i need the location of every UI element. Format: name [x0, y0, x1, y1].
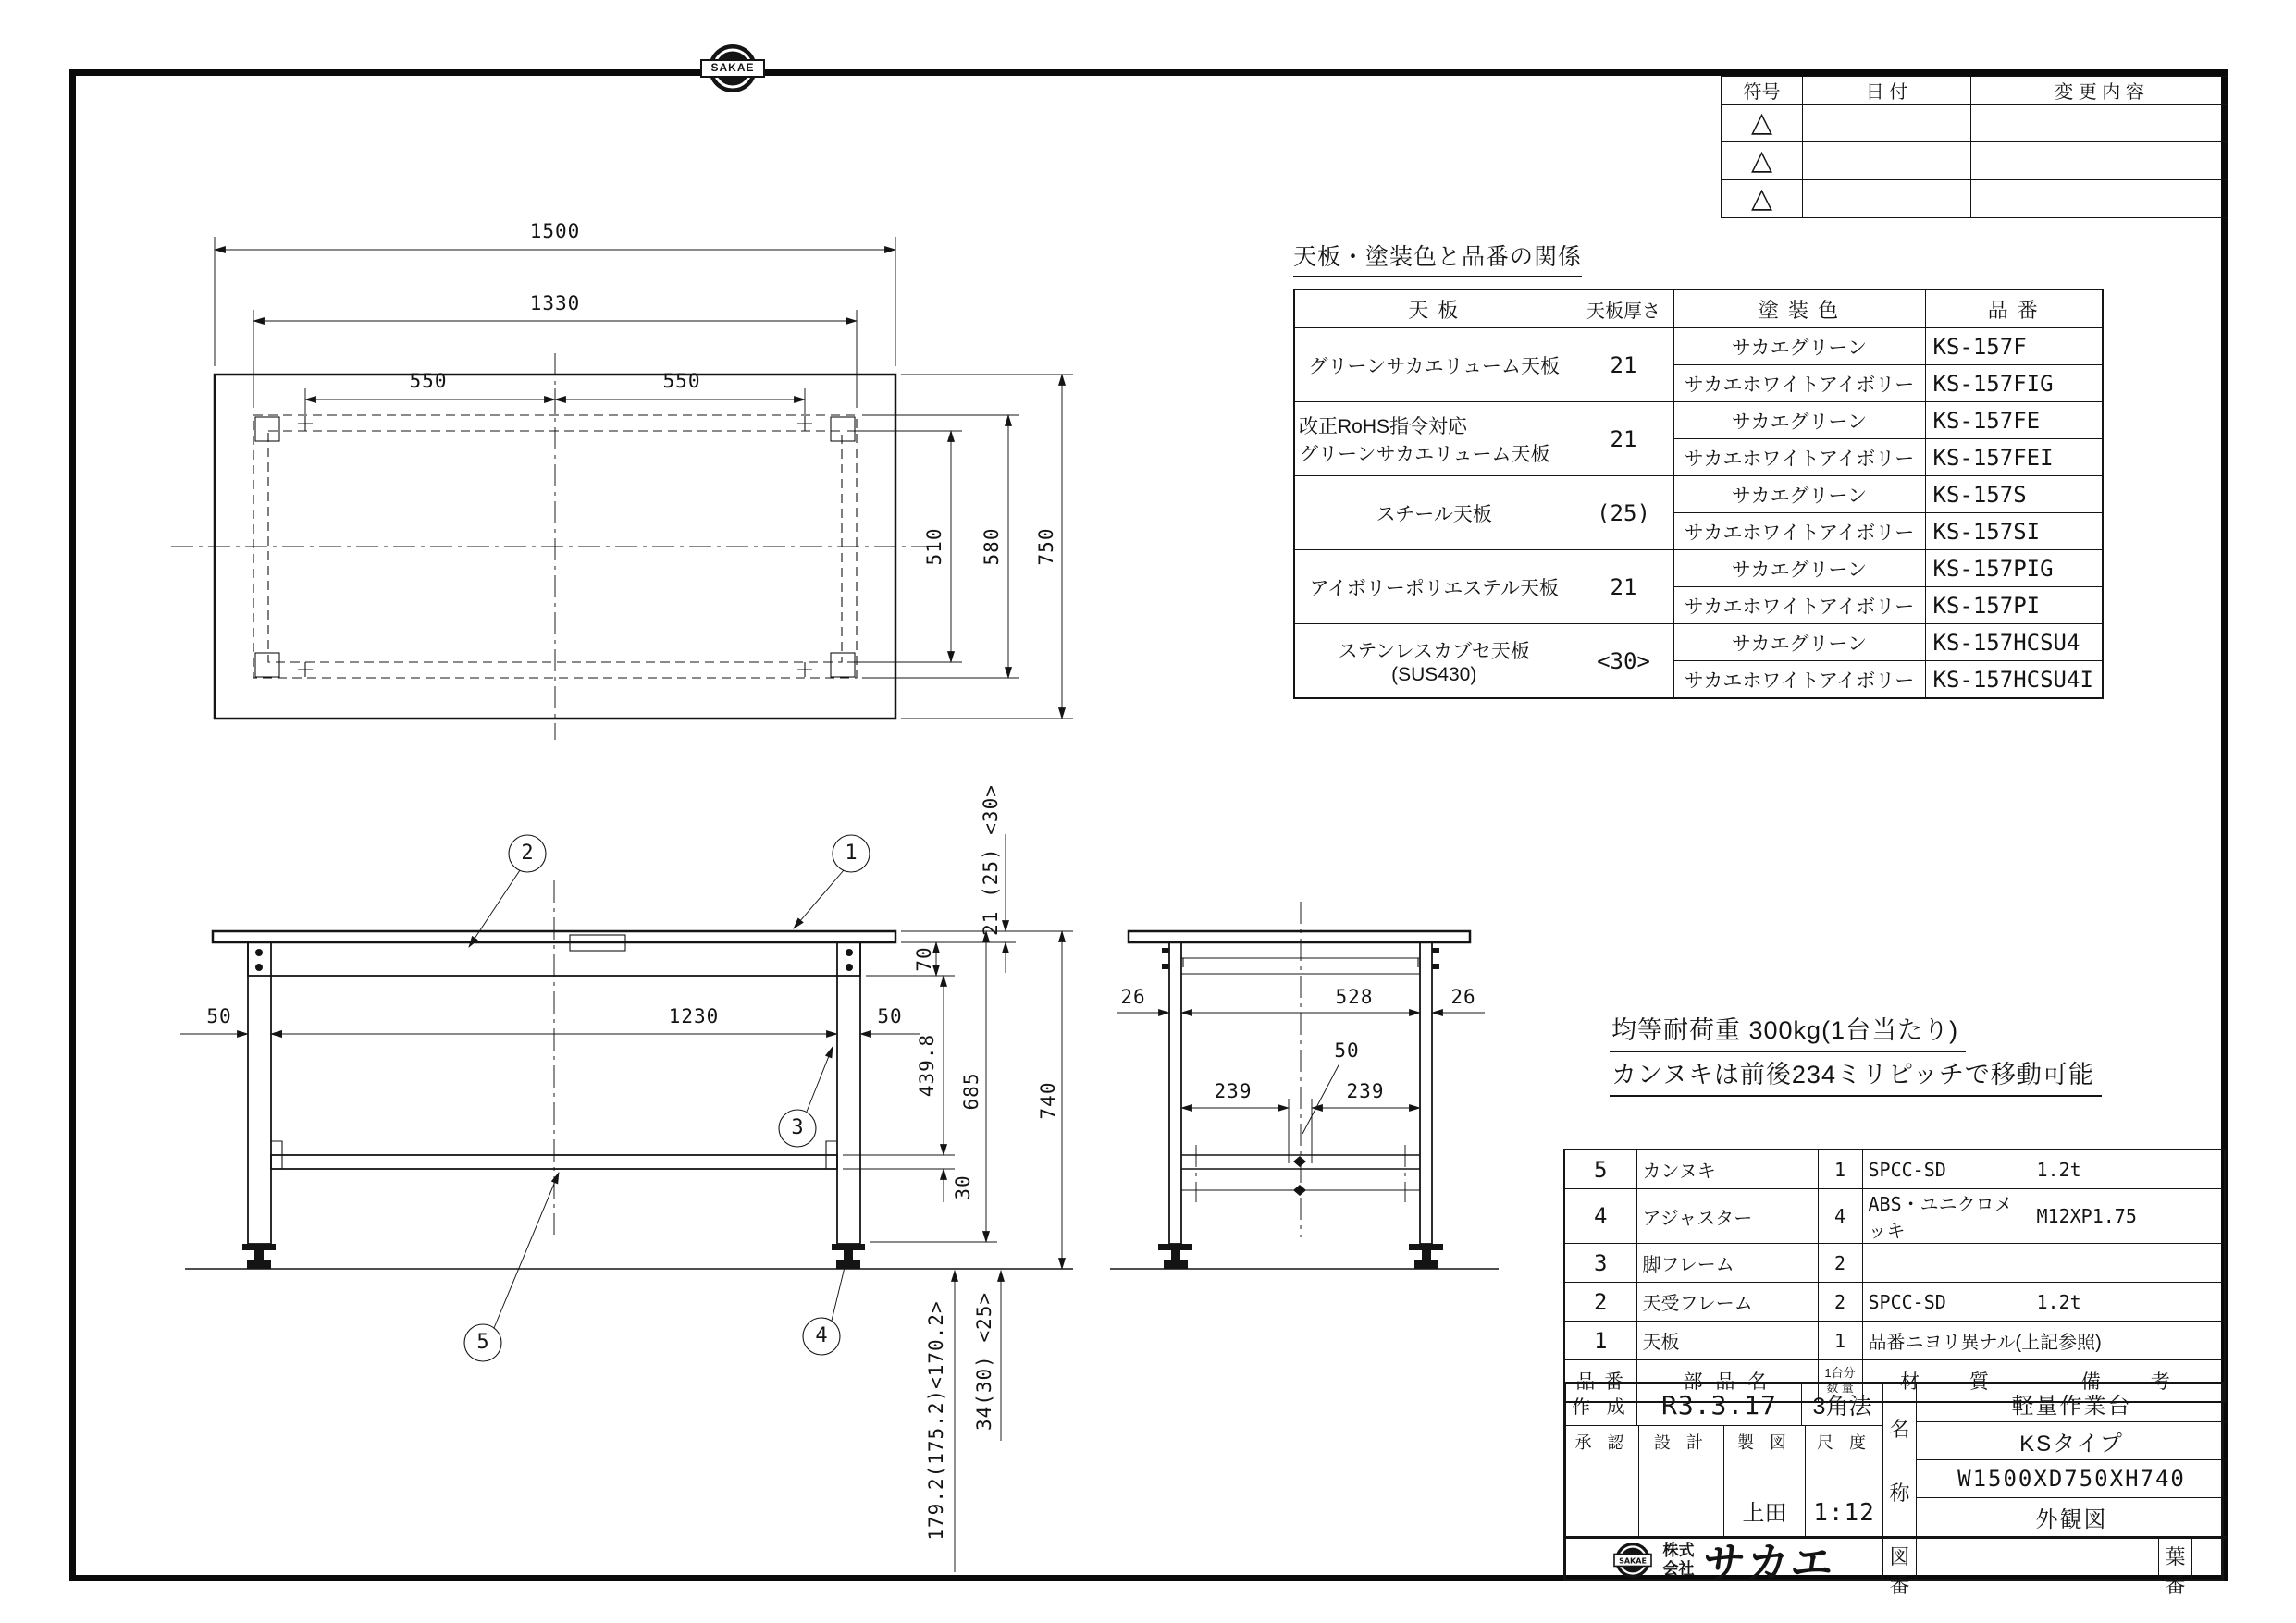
- spec-row: [1294, 328, 2103, 365]
- company-prefix-2: 会社: [1662, 1560, 1695, 1578]
- approved-label: 承 認: [1566, 1425, 1638, 1457]
- dim-side-leg-left: 26: [1120, 986, 1146, 1008]
- company-cell: [1566, 1536, 1882, 1587]
- dim-front-underclear: 685: [960, 1072, 982, 1111]
- parts-row: [1564, 1150, 2225, 1189]
- spec-table-title: 天板・塗装色と品番の関係: [1293, 239, 1582, 277]
- callout-balloon-4: 4: [815, 1324, 828, 1347]
- part-qty: 2: [1818, 1244, 1862, 1283]
- created-date: R3.3.17: [1636, 1384, 1801, 1425]
- name-char-2: 称: [1889, 1482, 1910, 1506]
- spec-table: [1293, 289, 2104, 699]
- spec-part-number: KS-157PIG: [1925, 550, 2103, 587]
- revision-mark-icon: △: [1722, 105, 1803, 142]
- revision-row: [1722, 180, 2228, 218]
- parts-row: [1564, 1244, 2225, 1283]
- part-no: 1: [1564, 1322, 1636, 1360]
- drawing-no-value: [1916, 1536, 2158, 1581]
- part-qty: 4: [1818, 1189, 1862, 1244]
- parts-col-remarks: 備 考: [2031, 1360, 2225, 1403]
- designed-value: [1638, 1457, 1723, 1536]
- spec-part-number: KS-157S: [1925, 476, 2103, 513]
- dim-front-height: 740: [1037, 1081, 1059, 1120]
- approved-value: [1566, 1457, 1638, 1536]
- spec-top-name: ステンレスカブセ天板(SUS430): [1294, 624, 1574, 699]
- part-material: SPCC-SD: [1862, 1283, 2031, 1322]
- product-name-area: [1916, 1384, 2227, 1536]
- drawing-no-column: [1882, 1536, 1916, 1598]
- name-column: [1882, 1384, 1916, 1536]
- revision-table: [1721, 76, 2228, 218]
- part-name: 脚フレーム: [1636, 1244, 1818, 1283]
- dim-side-bolt-right: 239: [1346, 1080, 1385, 1102]
- part-name: カンヌキ: [1636, 1150, 1818, 1189]
- product-name-line: KSタイプ: [1917, 1422, 2227, 1460]
- spec-paint-color: サカエグリーン: [1673, 328, 1925, 365]
- parts-col-qty-top: 1台分: [1824, 1365, 1856, 1380]
- part-qty: 1: [1818, 1150, 1862, 1189]
- dim-plan-bolt-left: 550: [409, 370, 448, 392]
- spec-paint-color: サカエホワイトアイボリー: [1673, 587, 1925, 624]
- sakae-emblem-icon: [699, 43, 766, 96]
- scale-value: 1:12: [1805, 1457, 1882, 1536]
- spec-row: [1294, 624, 2103, 661]
- dim-side-bolt-left: 239: [1214, 1080, 1253, 1102]
- product-name-line: 軽量作業台: [1917, 1384, 2227, 1422]
- part-material: ABS・ユニクロメッキ: [1862, 1189, 2031, 1244]
- part-name: 天受フレーム: [1636, 1283, 1818, 1322]
- part-material: [1862, 1244, 2031, 1283]
- dim-plan-width: 1500: [529, 220, 581, 242]
- spec-thickness: 21: [1574, 550, 1673, 624]
- parts-col-no: 品 番: [1564, 1360, 1636, 1403]
- revision-mark-icon: △: [1722, 142, 1803, 180]
- designed-label: 設 計: [1638, 1425, 1723, 1457]
- spec-row: [1294, 402, 2103, 439]
- parts-col-material: 材 質: [1862, 1360, 2031, 1403]
- spec-col-top: 天 板: [1294, 289, 1574, 328]
- scale-label: 尺 度: [1805, 1425, 1882, 1457]
- spec-part-number: KS-157FE: [1925, 402, 2103, 439]
- part-remarks: [2031, 1244, 2225, 1283]
- dim-front-apron: 70: [913, 946, 935, 972]
- revision-change: [1971, 142, 2228, 180]
- parts-col-name: 部 品 名: [1636, 1360, 1818, 1403]
- part-no: 3: [1564, 1244, 1636, 1283]
- drawn-label: 製 図: [1723, 1425, 1805, 1457]
- dim-plan-frame-depth: 580: [981, 527, 1003, 566]
- revision-col-change: 変 更 内 容: [1971, 77, 2228, 105]
- dim-foot-detail: 34(30) <25>: [973, 1291, 995, 1432]
- note-kannuki-pitch: カンヌキは前後234ミリピッチで移動可能: [1610, 1054, 2102, 1097]
- spec-part-number: KS-157F: [1925, 328, 2103, 365]
- part-remarks: 1.2t: [2031, 1283, 2225, 1322]
- spec-row: [1294, 550, 2103, 587]
- sheet-no-char-2: 番: [2165, 1574, 2186, 1598]
- revision-change: [1971, 180, 2228, 218]
- product-name-line: 外観図: [2035, 1507, 2108, 1532]
- dim-front-leg-right: 50: [877, 1005, 903, 1027]
- dim-plan-bolt-right: 550: [662, 370, 701, 392]
- dim-plan-frame-width: 1330: [529, 292, 581, 314]
- revision-col-symbol: 符号: [1722, 77, 1803, 105]
- spec-paint-color: サカエグリーン: [1673, 402, 1925, 439]
- sheet-no-char-1: 葉: [2165, 1545, 2186, 1569]
- part-material: 品番ニヨリ異ナル(上記参照): [1862, 1322, 2225, 1360]
- part-no: 2: [1564, 1283, 1636, 1322]
- spec-row: [1294, 476, 2103, 513]
- dim-front-span: 1230: [668, 1005, 720, 1027]
- company-prefix-1: 株式: [1662, 1542, 1695, 1560]
- callout-balloon-1: 1: [845, 842, 858, 865]
- spec-paint-color: サカエホワイトアイボリー: [1673, 513, 1925, 550]
- company-emblem-icon: [1612, 1540, 1653, 1580]
- revision-date: [1803, 180, 1971, 218]
- part-name: 天板: [1636, 1322, 1818, 1360]
- callout-balloon-2: 2: [521, 842, 534, 865]
- name-char-1: 名: [1889, 1417, 1910, 1441]
- spec-part-number: KS-157FIG: [1925, 365, 2103, 402]
- parts-row: [1564, 1322, 2225, 1360]
- spec-col-part: 品 番: [1925, 289, 2103, 328]
- parts-col-qty-bottom: 数 量: [1826, 1381, 1854, 1395]
- drafter-name: 上田: [1723, 1457, 1805, 1536]
- parts-table: [1563, 1149, 2226, 1403]
- product-name-line: W1500XD750XH740: [1917, 1460, 2227, 1498]
- dim-side-leg-right: 26: [1450, 986, 1476, 1008]
- dim-plan-depth: 750: [1035, 527, 1057, 566]
- part-remarks: 1.2t: [2031, 1150, 2225, 1189]
- drawing-no-char-2: 番: [1889, 1574, 1910, 1598]
- dim-side-span: 528: [1335, 986, 1374, 1008]
- parts-row: [1564, 1283, 2225, 1322]
- spec-part-number: KS-157FEI: [1925, 439, 2103, 476]
- spec-thickness: (25): [1574, 476, 1673, 550]
- part-no: 5: [1564, 1150, 1636, 1189]
- dim-top-thickness: 21 (25) <30>: [980, 784, 1002, 936]
- spec-part-number: KS-157PI: [1925, 587, 2103, 624]
- part-material: SPCC-SD: [1862, 1150, 2031, 1189]
- sheet-no-column: [2158, 1536, 2191, 1598]
- spec-top-name: グリーンサカエリューム天板: [1294, 328, 1574, 402]
- parts-row: [1564, 1189, 2225, 1244]
- revision-change: [1971, 105, 2228, 142]
- drawing-no-char-1: 図: [1889, 1545, 1910, 1569]
- revision-date: [1803, 142, 1971, 180]
- spec-top-name: アイボリーポリエステル天板: [1294, 550, 1574, 624]
- revision-row: [1722, 142, 2228, 180]
- spec-thickness: <30>: [1574, 624, 1673, 699]
- projection-method: 3角法: [1801, 1384, 1882, 1425]
- part-qty: 1: [1818, 1322, 1862, 1360]
- spec-top-name: 改正RoHS指令対応 グリーンサカエリューム天板: [1294, 402, 1574, 476]
- spec-paint-color: サカエグリーン: [1673, 476, 1925, 513]
- spec-part-number: KS-157SI: [1925, 513, 2103, 550]
- part-no: 4: [1564, 1189, 1636, 1244]
- dim-side-bar-width: 50: [1334, 1039, 1360, 1062]
- spec-thickness: 21: [1574, 328, 1673, 402]
- note-load-capacity: 均等耐荷重 300kg(1台当たり): [1610, 1010, 1966, 1052]
- spec-part-number: KS-157HCSU4: [1925, 624, 2103, 661]
- spec-top-name: スチール天板: [1294, 476, 1574, 550]
- revision-date: [1803, 105, 1971, 142]
- revision-mark-icon: △: [1722, 180, 1803, 218]
- spec-paint-color: サカエグリーン: [1673, 624, 1925, 661]
- revision-row: [1722, 105, 2228, 142]
- spec-paint-color: サカエグリーン: [1673, 550, 1925, 587]
- callout-balloon-3: 3: [791, 1116, 804, 1139]
- title-block: [1563, 1382, 2224, 1598]
- sakae-emblem-text: SAKAE: [710, 61, 755, 74]
- company-emblem-text: SAKAE: [1619, 1556, 1648, 1566]
- spec-thickness: 21: [1574, 402, 1673, 476]
- sheet-no-value: [2191, 1536, 2227, 1581]
- spec-paint-color: サカエホワイトアイボリー: [1673, 365, 1925, 402]
- spec-col-thickness: 天板厚さ: [1574, 289, 1673, 328]
- callout-balloon-5: 5: [476, 1331, 489, 1354]
- dim-front-bar: 30: [952, 1174, 974, 1200]
- spec-part-number: KS-157HCSU4I: [1925, 661, 2103, 699]
- dim-front-leg-left: 50: [206, 1005, 232, 1027]
- part-qty: 2: [1818, 1283, 1862, 1322]
- revision-col-date: 日 付: [1803, 77, 1971, 105]
- spec-col-color: 塗 装 色: [1673, 289, 1925, 328]
- part-remarks: M12XP1.75: [2031, 1189, 2225, 1244]
- company-name: サカエ: [1700, 1539, 1838, 1587]
- spec-paint-color: サカエホワイトアイボリー: [1673, 661, 1925, 699]
- part-name: アジャスター: [1636, 1189, 1818, 1244]
- dim-plan-inner-depth: 510: [923, 527, 945, 566]
- dim-shelf-detail: 179.2(175.2)<170.2>: [925, 1300, 947, 1541]
- spec-paint-color: サカエホワイトアイボリー: [1673, 439, 1925, 476]
- created-label: 作 成: [1572, 1396, 1631, 1418]
- dim-front-leg-clear: 439.8: [916, 1033, 938, 1098]
